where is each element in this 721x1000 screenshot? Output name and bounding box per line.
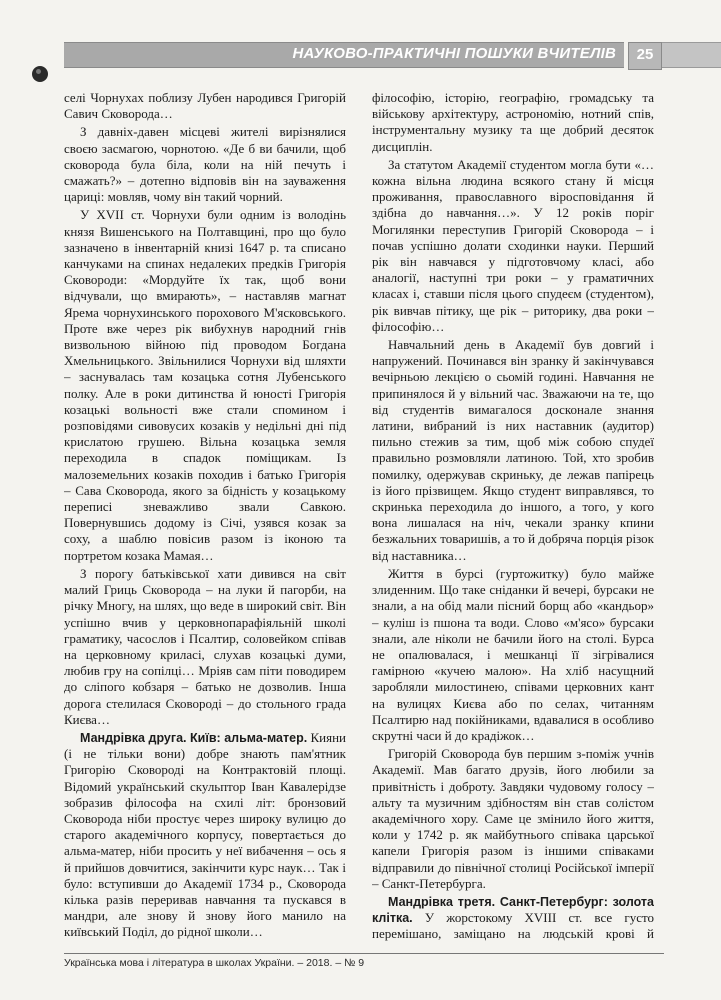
paragraph-text: Кияни (і не тільки вони) добре знають пам'ятник Григорію Сковороді на Контрактовій площі. Відомий український скульптор Іван Кавалерідзе зобразив філософа на схилі літ: бронзовий Сковорода ніби простує через широку вулицю до старого академічного корпусу, повертається до альма-матер, ніби просить у неї вибачення – ось я й прийшов довчитися, закінчити курс наук… Так і було: вступивши до Академії 1734 р., Сковорода кілька разів переривав навчання та пускався в мандри, але знову й знову його манило на київський Поділ, до рідної школи… xyxy=(64,729,346,940)
running-header-band xyxy=(64,42,624,68)
page-number: 25 xyxy=(636,46,654,63)
paragraph-text: За статутом Академії студентом могла бути «…кожна вільна людина всякого стану й місця проживання, православного віросповідання й здібна до навчання…». У 12 років поріг Могилянки переступив Григорій Сковорода – і почав успішно долати сходинки науки. Перший рік він навчався у підготовчому класі, або аналогії, наступні три роки – у граматичних класах і, ставши після цього спудеєм (студентом), рік вивчав пітику, ще рік – риторику, два роки – філософію… xyxy=(372,156,654,334)
paragraph-text: У XVII ст. Чорнухи були одним із володінь князя Вишенського на Полтавщині, про що було зазначено в інвентарній книзі 1647 р. та списано канчуками на спинах недалеких предків Григорія Сковороди: «Мордуйте їх так, щоб вони відчували, що вмирають», – наставляв магнат Ярема чорнухинського порохового М'ясковського. Проте вже через рік вибухнув народний гнів визвольною війною під проводом Богдана Хмельницького. Звільнилися Чорнухи від шляхти – заснувалась там козацька сотня Лубенського полку. Але в роки дитинства й юності Григорія козацькі вольності вже стали спомином і розповідями сивовусих козаків у недільні дні під крислатою грушею. Вільна козацька земля переходила в спадок поміщикам. Із малоземельних козаків походив і батько Григорія – Сава Сковорода, якого за бідність у козацькому переписі зневажливо звали Савкою. Повернувшись додому із Січі, узявся козак за соху, а шаблю повісив разом із іконою та портретом козака Мамая… xyxy=(64,207,346,563)
page-number-box xyxy=(628,42,662,70)
footer-divider xyxy=(64,953,664,954)
paragraph xyxy=(372,90,654,155)
paragraph-text: Григорій Сковорода був першим з-поміж учнів Академії. Мав багато друзів, його любили за привітність і доброту. Завдяки чудовому голосу – альту та музичним здібностям він став солістом академічного хору. Саме це змінило його життя, коли у 1742 р. як майбутнього співака царської капели Григорія разом із іншими співаками відправили до північної столиці Російської імперії – Санкт-Петербурга. xyxy=(372,746,654,891)
section-heading: Мандрівка третя. Санкт-Петербург: золота клітка. xyxy=(372,894,654,926)
paragraph-text: селі Чорнухах поблизу Лубен народився Григорій Савич Сковорода… xyxy=(64,90,346,122)
paragraph xyxy=(64,730,346,941)
paragraph-text: У жорстокому XVIII ст. все густо перемішано, заміщано на людській крові й xyxy=(372,910,654,942)
paragraph xyxy=(64,207,346,563)
paragraph xyxy=(64,90,346,122)
paragraph-text: З давніх-давен місцеві жителі вирізнялися своєю засмагою, чорнотою. «Де б ви бачили, щоб сковорода була біла, коли на ній печуть і смажать?» – дотепно відповів він на зауваження цариці: мовляв, чому він такий чорний. xyxy=(64,124,346,205)
paragraph xyxy=(372,337,654,564)
section-heading: Мандрівка друга. Київ: альма-матер. xyxy=(80,730,308,745)
paragraph-text: Життя в бурсі (гуртожитку) було майже злиденним. Що таке сніданки й вечері, бурсаки не знали, а на обід мали пісний борщ або «кандьор» – куліш із пшона та води. Слово «м'ясо» бурсаки знали, але ніколи не бачили його на столі. Бурса не опалювалася, і мешканці її зігрівалися гамірною «кучею малою». На хліб насущний заробляли милостинею, співами церковних кант на вулицях Києва або по селах, читанням Псалтирю над покійниками, вдавалися в особливо скрутні часи й до крадіжок… xyxy=(372,565,654,743)
paragraph xyxy=(64,124,346,205)
binder-hole-icon xyxy=(32,66,48,82)
header-band-tail xyxy=(662,42,721,68)
paragraph xyxy=(372,746,654,892)
footer-citation: Українська мова і література в школах України. – 2018. – № 9 xyxy=(64,957,365,969)
paragraph-text: Навчальний день в Академії був довгий і напружений. Починався він зранку й закінчувався вечірньою лекцією о сьомій годині. Навчання не припинялося й у вільний час. Зважаючи на те, що від студентів вимагалося досконале знання латини, вибраний із них наставник (аудитор) пильно стежив за тим, щоб між собою спудеї правильно розмовляли латиною. Той, хто зробив помилку, одержував скриньку, де лежав папірець із його прізвищем. Якщо студент виправлявся, то скринька переходила до іншого, а того, у кого вона лишалася на ніч, чекали зранку кпини безжальних товаришів, а то й добряча порція різок від наставника… xyxy=(372,337,654,563)
paragraph xyxy=(372,566,654,744)
right-text-column xyxy=(372,90,654,942)
paragraph-text: З порогу батьківської хати дивився на світ малий Гриць Сковорода – на луки й пагорби, на річку Многу, на шлях, що веде в широкий світ. Він успішно вчив у церковнопарафіяльній школі граматику, часослов і Псалтир, соловейком співав на церковному криласі, слухав козацькі думи, любив гру на сопілці… Мріяв сам піти поводирем до сліпого кобзаря – батько не дозволив. Інша дорога стелилася Сковороді – до стольного града Києва… xyxy=(64,565,346,727)
paragraph xyxy=(372,894,654,942)
paragraph xyxy=(372,157,654,335)
running-header-title: НАУКОВО-ПРАКТИЧНІ ПОШУКИ ВЧИТЕЛІВ xyxy=(292,45,616,62)
paragraph-text: філософію, історію, географію, громадську та військову архітектуру, астрономію, нотний спів, інструментальну музику та ще добрий десяток дисциплін. xyxy=(372,90,654,154)
left-text-column xyxy=(64,90,346,942)
paragraph xyxy=(64,566,346,728)
